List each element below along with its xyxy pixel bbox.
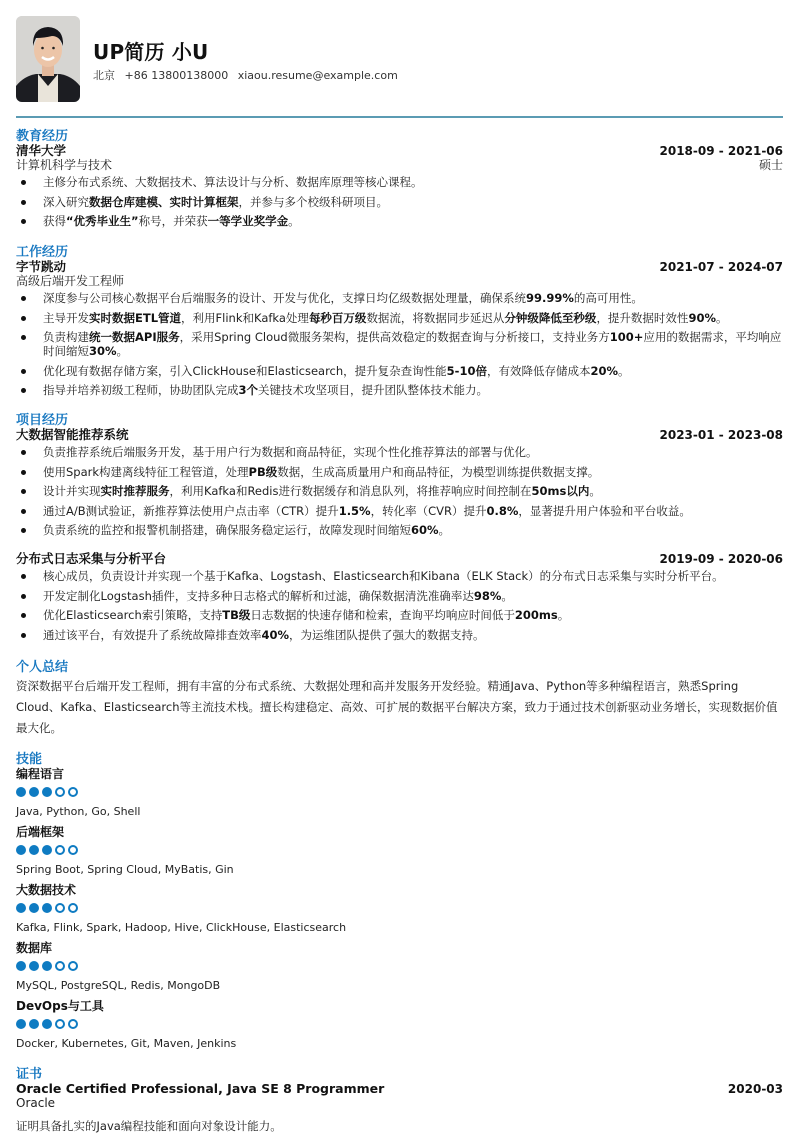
work-date: 2021-07 - 2024-07 <box>659 260 783 274</box>
work-section <box>16 246 783 403</box>
project-bullets <box>16 569 783 642</box>
projects-section <box>16 414 783 543</box>
rating-dot-filled-icon <box>42 961 52 971</box>
rating-dot-filled-icon <box>16 787 26 797</box>
degree: 硕士 <box>758 158 783 172</box>
section-title-projects: 项目经历 <box>16 413 69 428</box>
skills-section <box>16 753 783 1057</box>
bullet-item: 开发定制化Logstash插件，支持多种日志格式的解析和过滤，确保数据清洗准确率达98%。 <box>16 589 783 603</box>
rating-dot-empty-icon <box>55 845 65 855</box>
resume-header <box>16 0 783 118</box>
contact-email[interactable]: xiaou.resume@example.com <box>237 69 398 82</box>
rating-dot-empty-icon <box>55 1019 65 1029</box>
rating-dot-filled-icon <box>29 845 39 855</box>
rating-dot-filled-icon <box>16 903 26 913</box>
section-title-skills: 技能 <box>16 752 43 767</box>
skill-rating <box>16 787 783 798</box>
section-title-summary: 个人总结 <box>16 660 69 675</box>
rating-dot-empty-icon <box>55 961 65 971</box>
rating-dot-empty-icon <box>68 787 78 797</box>
rating-dot-empty-icon <box>68 1019 78 1029</box>
rating-dot-filled-icon <box>29 787 39 797</box>
rating-dot-filled-icon <box>29 961 39 971</box>
skill-name: 后端框架 <box>16 825 65 839</box>
bullet-item: 负责构建统一数据API服务，采用Spring Cloud微服务架构，提供高效稳定的数据查询与分析接口，支持业务方100+应用的数据需求，平均响应时间缩短30%。 <box>16 330 783 358</box>
rating-dot-filled-icon <box>29 1019 39 1029</box>
rating-dot-filled-icon <box>16 845 26 855</box>
project-bullets <box>16 445 783 537</box>
rating-dot-empty-icon <box>55 903 65 913</box>
rating-dot-empty-icon <box>55 787 65 797</box>
skill-name: DevOps与工具 <box>16 999 104 1013</box>
bullet-item: 深度参与公司核心数据平台后端服务的设计、开发与优化，支撑日均亿级数据处理量，确保系统99.99%的高可用性。 <box>16 291 783 305</box>
certificate-description: 证明具备扎实的Java编程技能和面向对象设计能力。 <box>16 1119 282 1133</box>
bullet-item: 负责推荐系统后端服务开发，基于用户行为数据和商品特征，实现个性化推荐算法的部署与优化。 <box>16 445 783 459</box>
bullet-item: 深入研究数据仓库建模、实时计算框架，并参与多个校级科研项目。 <box>16 195 783 209</box>
rating-dot-empty-icon <box>68 961 78 971</box>
project-name: 大数据智能推荐系统 <box>16 427 129 442</box>
project-entry <box>16 552 783 647</box>
work-bullets <box>16 291 783 397</box>
section-title-education: 教育经历 <box>16 129 69 144</box>
rating-dot-filled-icon <box>29 903 39 913</box>
skill-item <box>16 767 783 818</box>
bullet-item: 核心成员，负责设计并实现一个基于Kafka、Logstash、Elasticsearch和Kibana（ELK Stack）的分布式日志采集与实时分析平台。 <box>16 569 783 583</box>
skill-rating <box>16 1019 783 1030</box>
contact-phone: +86 13800138000 <box>124 69 229 82</box>
rating-dot-filled-icon <box>42 787 52 797</box>
skill-keywords: MySQL, PostgreSQL, Redis, MongoDB <box>16 979 221 992</box>
certificate-issuer: Oracle <box>16 1096 56 1110</box>
skills-list <box>16 767 783 1050</box>
bullet-item: 优化Elasticsearch索引策略，支持TB级日志数据的快速存储和检索，查询平均响应时间低于200ms。 <box>16 608 783 622</box>
bullet-item: 使用Spark构建离线特征工程管道，处理PB级数据，生成高质量用户和商品特征，为模型训练提供数据支撑。 <box>16 465 783 479</box>
education-date: 2018-09 - 2021-06 <box>659 144 783 158</box>
job-role: 高级后端开发工程师 <box>16 274 125 288</box>
school-name: 清华大学 <box>16 143 67 158</box>
bullet-item: 通过A/B测试验证，新推荐算法使用户点击率（CTR）提升1.5%，转化率（CVR）提升0.8%，显著提升用户体验和平台收益。 <box>16 504 783 518</box>
bullet-item: 指导并培养初级工程师，协助团队完成3个关键技术攻坚项目，提升团队整体技术能力。 <box>16 383 783 397</box>
skill-name: 大数据技术 <box>16 883 77 897</box>
rating-dot-filled-icon <box>42 845 52 855</box>
rating-dot-filled-icon <box>42 1019 52 1029</box>
project-date: 2019-09 - 2020-06 <box>659 552 783 566</box>
resume-page <box>16 0 783 1133</box>
summary-section <box>16 661 783 739</box>
candidate-name: UP简历 小U <box>93 40 209 64</box>
rating-dot-filled-icon <box>16 1019 26 1029</box>
skill-name: 编程语言 <box>16 767 65 781</box>
contact-info <box>93 67 404 83</box>
major: 计算机科学与技术 <box>16 158 113 172</box>
certificate-name: Oracle Certified Professional, Java SE 8 Programmer <box>16 1081 385 1096</box>
rating-dot-empty-icon <box>68 903 78 913</box>
certificate-date: 2020-03 <box>727 1082 783 1096</box>
education-section <box>16 130 783 234</box>
section-title-certificates: 证书 <box>16 1067 43 1082</box>
rating-dot-filled-icon <box>16 961 26 971</box>
bullet-item: 主导开发实时数据ETL管道，利用Flink和Kafka处理每秒百万级数据流，将数据同步延迟从分钟级降低至秒级，提升数据时效性90%。 <box>16 311 783 325</box>
skill-item <box>16 941 783 992</box>
skill-rating <box>16 903 783 914</box>
skill-keywords: Docker, Kubernetes, Git, Maven, Jenkins <box>16 1037 237 1050</box>
skill-keywords: Kafka, Flink, Spark, Hadoop, Hive, ClickHouse, Elasticsearch <box>16 921 347 934</box>
skill-name: 数据库 <box>16 941 53 955</box>
bullet-item: 负责系统的监控和报警机制搭建，确保服务稳定运行，故障发现时间缩短60%。 <box>16 523 783 537</box>
avatar-photo-icon <box>16 16 80 102</box>
skill-item <box>16 883 783 934</box>
company-name: 字节跳动 <box>16 259 67 274</box>
project-name: 分布式日志采集与分析平台 <box>16 551 167 566</box>
skill-rating <box>16 845 783 856</box>
header-divider <box>16 116 783 118</box>
section-title-work: 工作经历 <box>16 245 69 260</box>
skill-item <box>16 825 783 876</box>
summary-text: 资深数据平台后端开发工程师，拥有丰富的分布式系统、大数据处理和高并发服务开发经验。精通Java、Python等多种编程语言，熟悉Spring Cloud、Kafka、Elasticsearch等主流技术栈。擅长构建稳定、高效、可扩展的数据平台解决方案，致力于通过技术创新驱动业务增长，实现数据价值最大化。 <box>16 679 778 735</box>
rating-dot-filled-icon <box>42 903 52 913</box>
certificates-section <box>16 1068 783 1133</box>
bullet-item: 通过该平台，有效提升了系统故障排查效率40%，为运维团队提供了强大的数据支持。 <box>16 628 783 642</box>
project-date: 2023-01 - 2023-08 <box>659 428 783 442</box>
bullet-item: 主修分布式系统、大数据技术、算法设计与分析、数据库原理等核心课程。 <box>16 175 783 189</box>
skill-rating <box>16 961 783 972</box>
education-bullets <box>16 175 783 228</box>
bullet-item: 优化现有数据存储方案，引入ClickHouse和Elasticsearch，提升复杂查询性能5-10倍，有效降低存储成本20%。 <box>16 364 783 378</box>
bullet-item: 设计并实现实时推荐服务，利用Kafka和Redis进行数据缓存和消息队列，将推荐响应时间控制在50ms以内。 <box>16 484 783 498</box>
avatar <box>16 16 80 102</box>
bullet-item: 获得“优秀毕业生”称号，并荣获一等学业奖学金。 <box>16 214 783 228</box>
skill-item <box>16 999 783 1050</box>
contact-city: 北京 <box>93 69 115 82</box>
skill-keywords: Spring Boot, Spring Cloud, MyBatis, Gin <box>16 863 234 876</box>
skill-keywords: Java, Python, Go, Shell <box>16 805 141 818</box>
rating-dot-empty-icon <box>68 845 78 855</box>
